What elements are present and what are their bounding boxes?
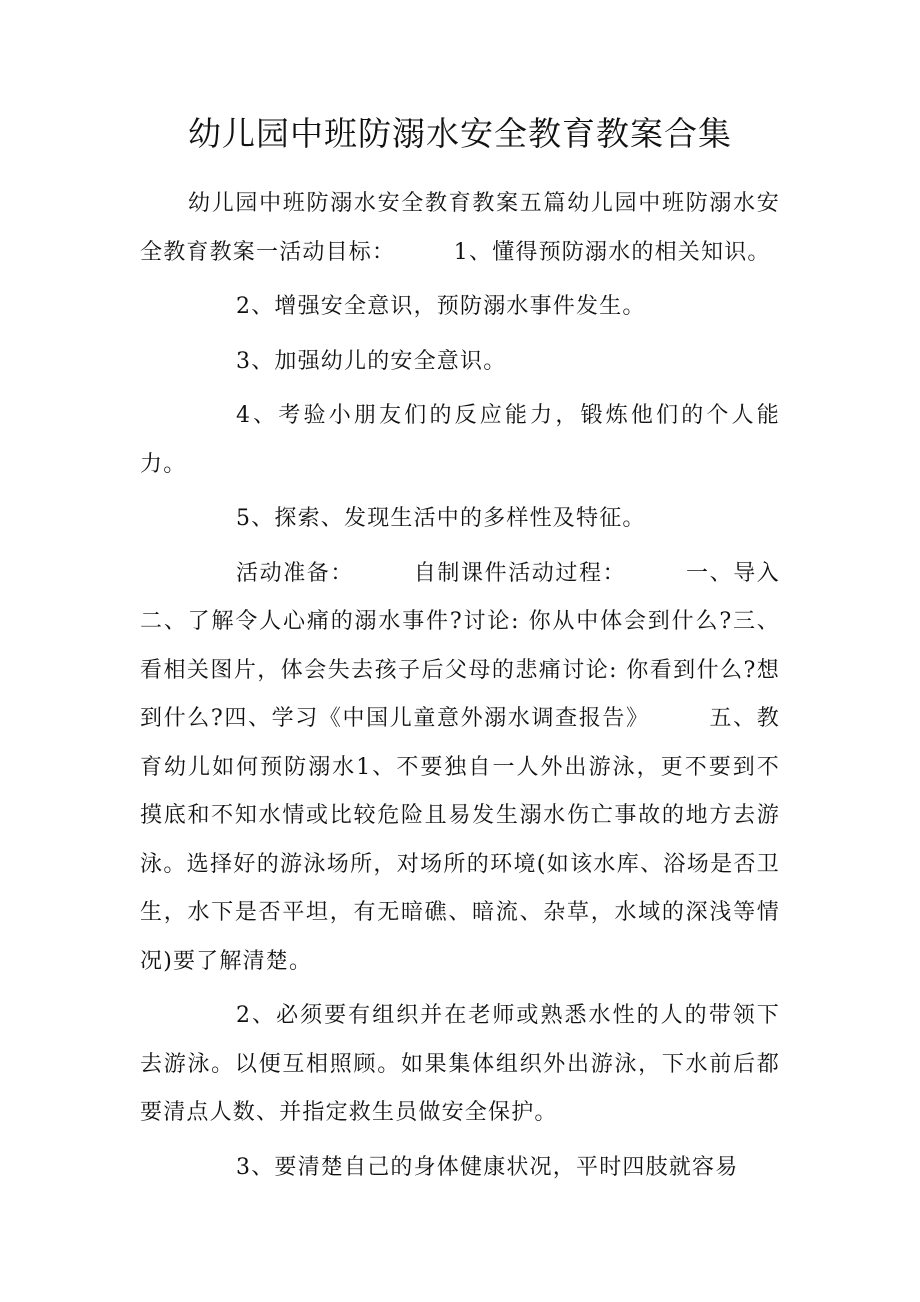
- paragraph: 2、必须要有组织并在老师或熟悉水性的人的带领下去游泳。以便互相照顾。如果集体组织外出游泳，下水前后都要清点人数、并指定救生员做安全保护。: [140, 1003, 780, 1125]
- paragraph: 幼儿园中班防溺水安全教育教案五篇幼儿园中班防溺水安全教育教案一活动目标： 1、懂得预防溺水的相关知识。: [140, 191, 780, 265]
- paragraph: 4、考验小朋友们的反应能力，锻炼他们的个人能力。: [140, 403, 780, 477]
- paragraph: 活动准备： 自制课件活动过程： 一、导入二、了解令人心痛的溺水事件?讨论: 你从中体会到什么?三、看相关图片，体会失去孩子后父母的悲痛讨论: 你看到什么?想到什么?四、学习《中国儿童意外溺水调查报告》 五、教育幼儿如何预防溺水1、不要独自一人外出游泳，更不要到不摸底和不知水情或比较危险且易发生溺水伤亡事故的地方去游泳。选择好的游泳场所，对场所的环境(如该水库、浴场是否卫生，水下是否平坦，有无暗礁、暗流、杂草，水域的深浅等情况)要了解清楚。: [140, 560, 780, 974]
- paragraph: 5、探索、发现生活中的多样性及特征。: [236, 506, 646, 531]
- document-body: [140, 180, 780, 1198]
- paragraph: 3、加强幼儿的安全意识。: [236, 348, 507, 374]
- page-title: 幼儿园中班防溺水安全教育教案合集: [188, 114, 732, 153]
- paragraph: 3、要清楚自己的身体健康状况，平时四肢就容易: [236, 1154, 739, 1180]
- paragraph: 2、增强安全意识，预防溺水事件发生。: [236, 294, 646, 319]
